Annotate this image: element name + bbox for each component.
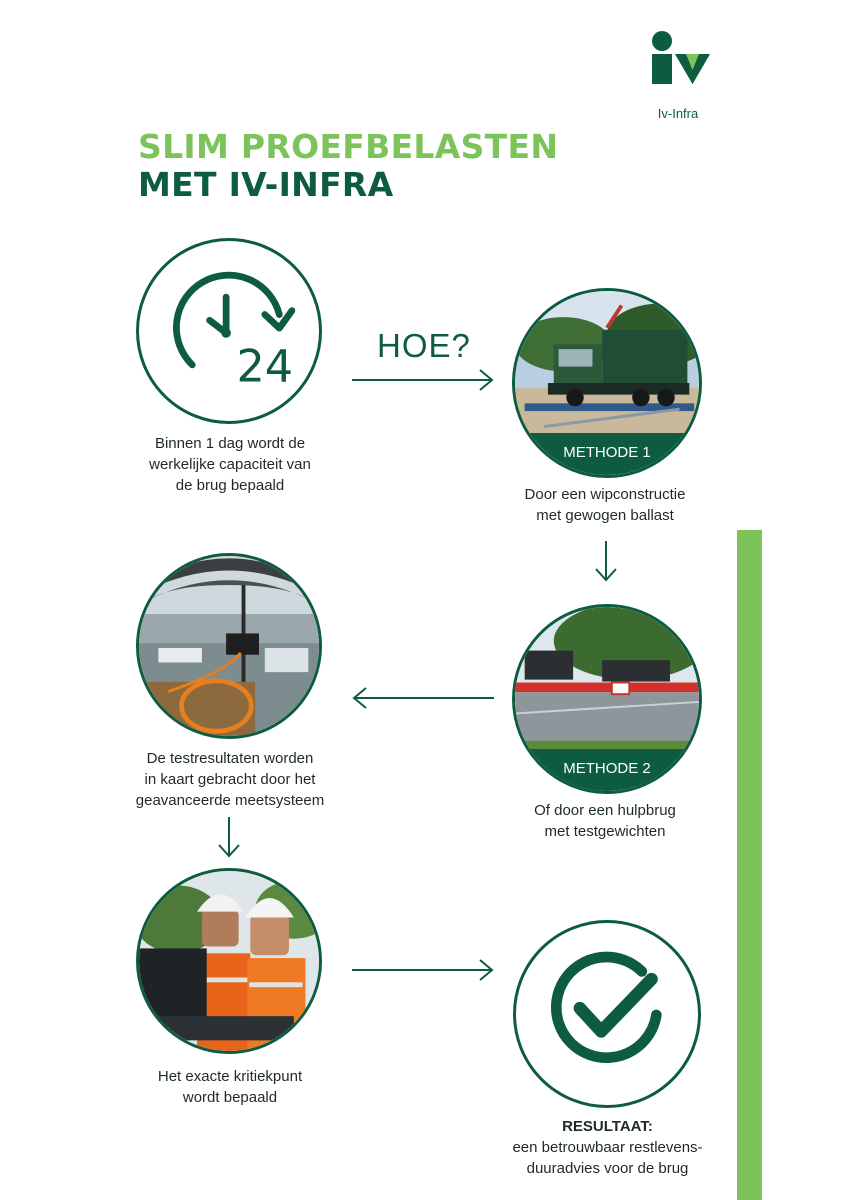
arrow-down-icon <box>217 816 241 858</box>
method2-caption: Of door een hulpbrug met testgewichten <box>534 802 676 840</box>
method1-caption: Door een wipconstructie met gewogen ballast <box>524 486 686 524</box>
result-heading: RESULTAAT: <box>562 1118 653 1135</box>
measurement-photo <box>136 553 322 739</box>
intro-caption: Binnen 1 dag wordt de werkelijke capaciteit van de brug bepaald <box>149 435 311 494</box>
title-line-2: MET IV-INFRA <box>138 165 394 204</box>
result-circle <box>513 920 701 1108</box>
clock-24-icon <box>139 241 319 421</box>
method1-label: METHODE 1 <box>515 433 699 478</box>
accent-side-bar <box>737 530 762 1200</box>
check-circle-icon <box>516 923 698 1105</box>
arrow-down-icon <box>594 540 618 582</box>
clock-circle <box>136 238 322 424</box>
page-title <box>138 128 558 204</box>
measurement-system-photo <box>139 556 319 736</box>
critical-caption: Het exacte kritiekpunt wordt bepaald <box>157 1068 303 1106</box>
measurement-caption: De testresultaten worden in kaart gebracht door het geavanceerde meetsysteem <box>135 750 325 809</box>
method2-photo <box>512 604 702 794</box>
engineers-laptop-photo <box>139 871 319 1051</box>
logo-caption: Iv-Infra <box>657 106 699 121</box>
question-label: HOE? <box>377 327 471 364</box>
arrow-right-icon <box>350 368 496 392</box>
clock-number: 24 <box>236 341 294 393</box>
result-caption: RESULTAAT: een betrouwbaar restlevens- duuradvies voor de brug <box>485 1116 730 1179</box>
method1-photo <box>512 288 702 478</box>
title-line-1: SLIM PROEFBELASTEN <box>138 127 559 166</box>
arrow-right-icon <box>350 958 496 982</box>
method2-label: METHODE 2 <box>515 749 699 794</box>
arrow-left-icon <box>350 686 496 710</box>
engineers-photo <box>136 868 322 1054</box>
